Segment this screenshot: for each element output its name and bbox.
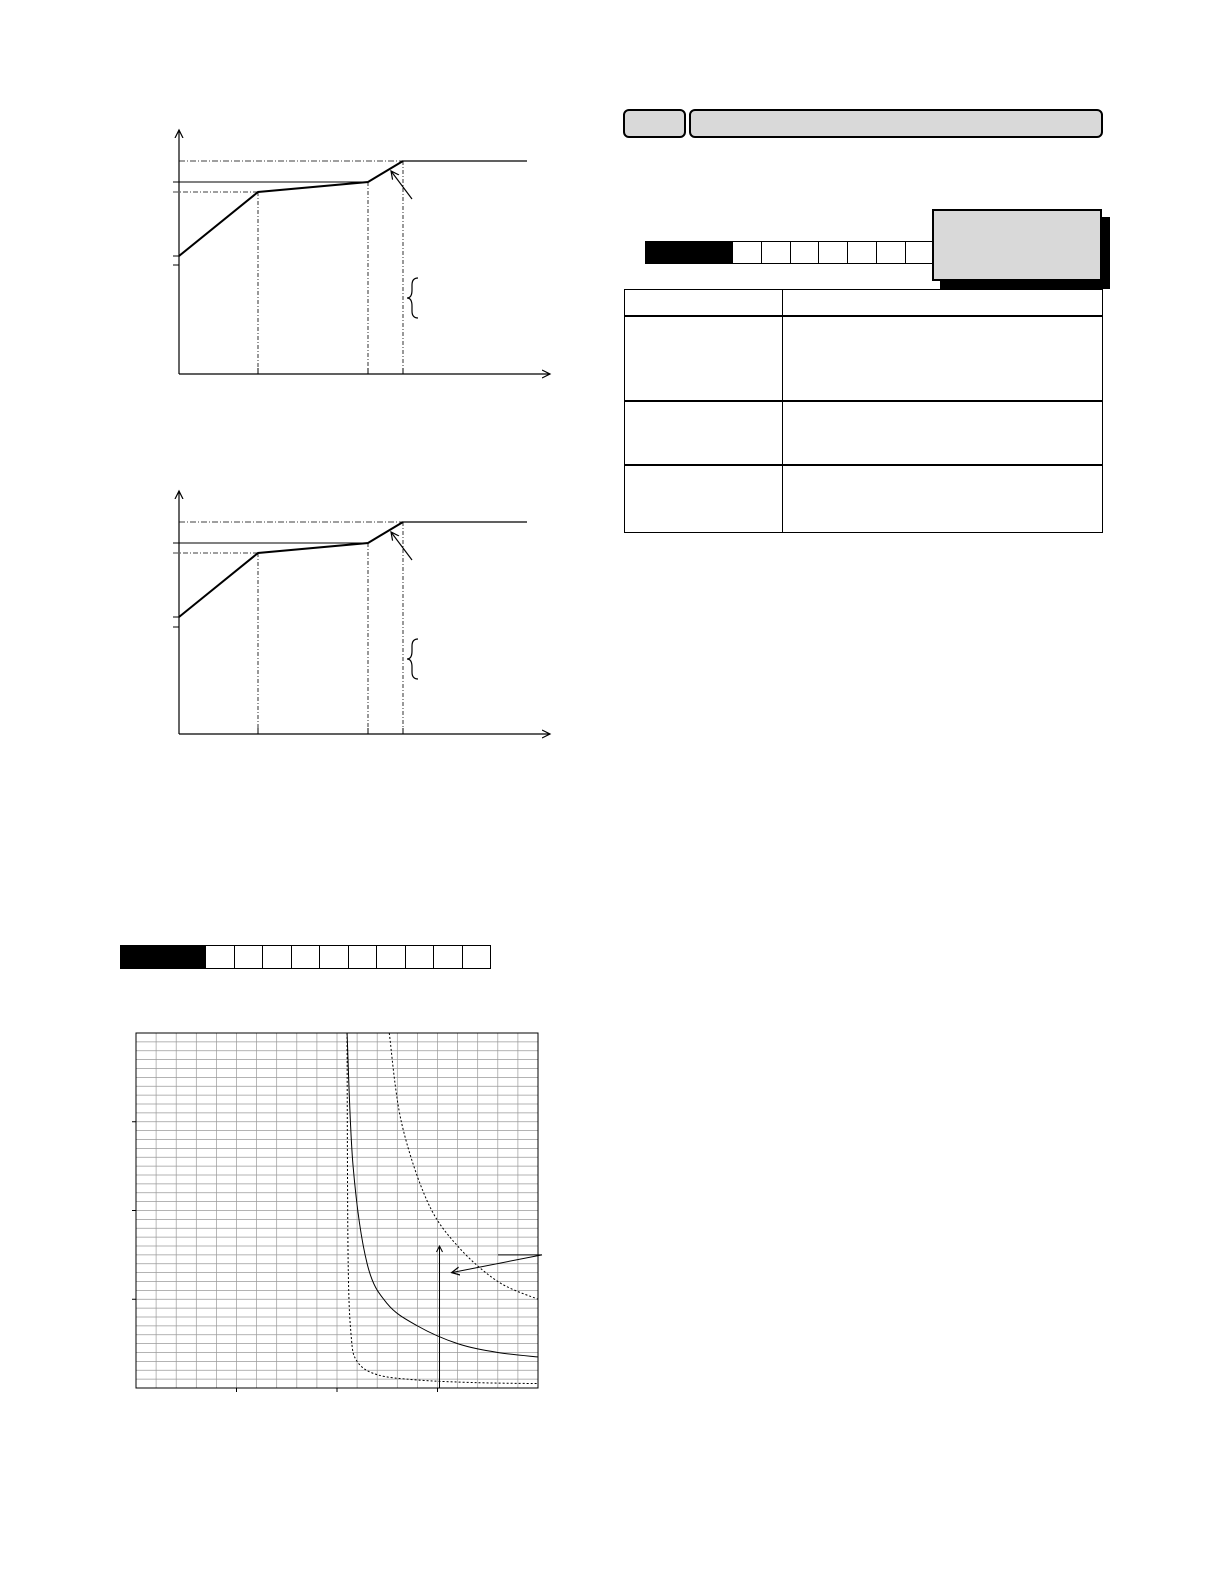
bottom-chart <box>132 1033 542 1392</box>
brace <box>407 639 418 679</box>
table-cell <box>625 316 783 401</box>
table-row <box>625 465 1103 533</box>
bar-cell-empty <box>463 946 490 968</box>
bar-cell-empty <box>377 946 405 968</box>
bar-cell-empty <box>320 946 348 968</box>
bar-cell-empty <box>848 242 877 263</box>
bar-cell-empty <box>235 946 263 968</box>
left-progress-bar <box>120 945 491 969</box>
bar-cell-empty <box>349 946 377 968</box>
bar-cell-filled <box>149 946 177 968</box>
note-box <box>932 209 1102 281</box>
table-header-cell <box>783 290 1103 317</box>
middle-diagram <box>173 491 550 734</box>
series-line-2 <box>347 1033 538 1384</box>
right-progress-bar <box>645 241 935 264</box>
brace <box>407 278 418 318</box>
bar-cell-empty <box>819 242 848 263</box>
curve <box>179 161 403 256</box>
bar-cell-empty <box>206 946 234 968</box>
table-cell <box>625 465 783 533</box>
bar-cell-filled <box>675 242 704 263</box>
bar-cell-empty <box>292 946 320 968</box>
bar-cell-empty <box>877 242 906 263</box>
table-row <box>625 401 1103 465</box>
table-row <box>625 316 1103 401</box>
table-cell <box>783 401 1103 465</box>
table-header-cell <box>625 290 783 317</box>
table-cell <box>783 316 1103 401</box>
bar-cell-empty <box>263 946 291 968</box>
bar-cell-filled <box>646 242 675 263</box>
table-cell <box>625 401 783 465</box>
curve <box>179 522 403 617</box>
bar-cell-empty <box>906 242 934 263</box>
bar-cell-filled <box>178 946 206 968</box>
bar-cell-empty <box>791 242 820 263</box>
pointer-arrow <box>391 532 412 560</box>
header-tag-box <box>623 109 686 138</box>
bar-cell-filled <box>121 946 149 968</box>
pointer-arrow <box>391 171 412 199</box>
bar-cell-filled <box>704 242 733 263</box>
bar-cell-empty <box>762 242 791 263</box>
bar-cell-empty <box>733 242 762 263</box>
top-diagram <box>173 130 550 374</box>
bar-cell-empty <box>406 946 434 968</box>
bar-cell-empty <box>434 946 462 968</box>
table-cell <box>783 465 1103 533</box>
header-title-box <box>689 109 1103 138</box>
parameter-table <box>624 289 1103 533</box>
table-header-row <box>625 290 1103 317</box>
